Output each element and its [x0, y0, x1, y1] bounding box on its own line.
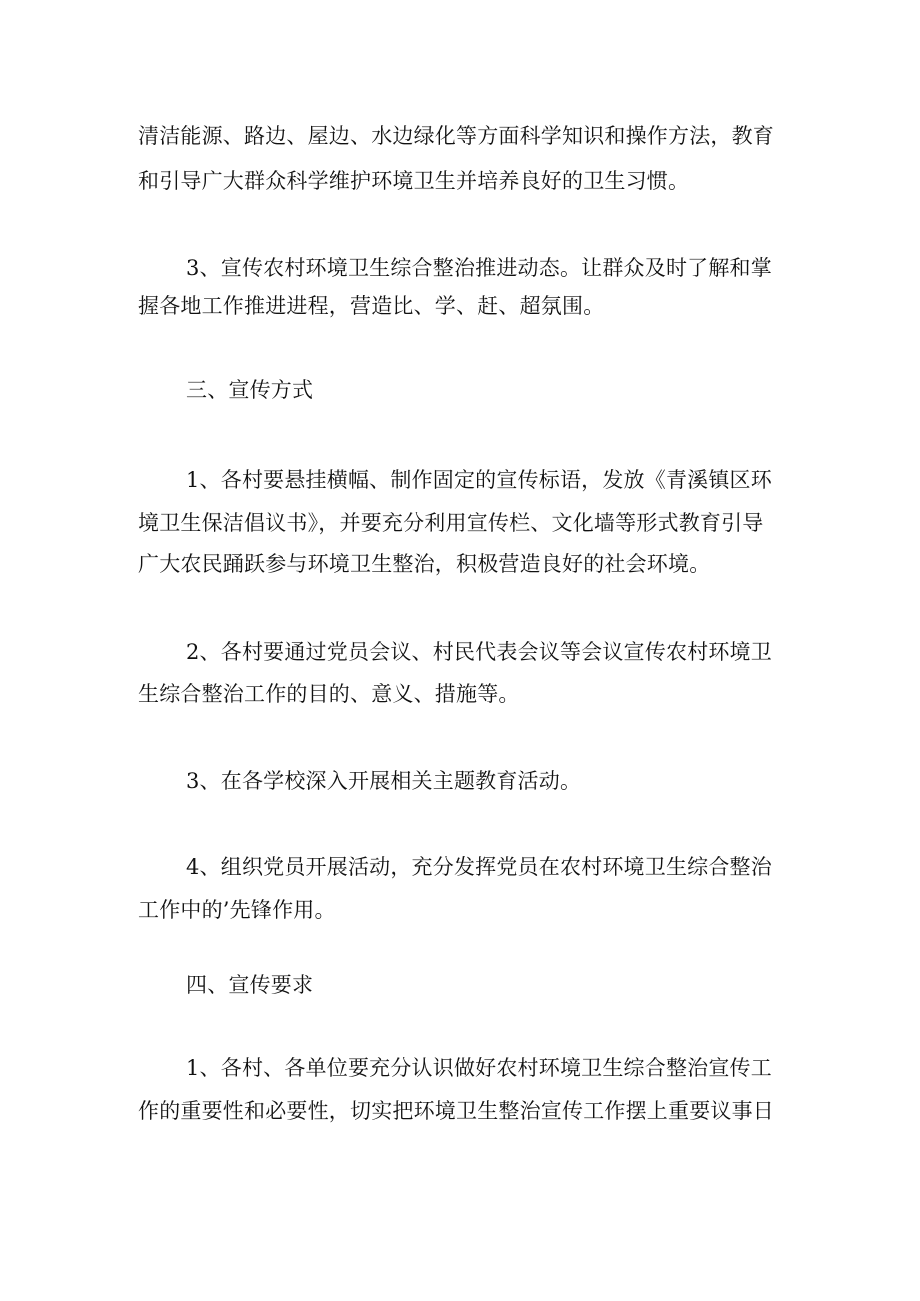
paragraph-line: 4、组织党员开展活动，充分发挥党员在农村环境卫生综合整治: [186, 855, 772, 879]
paragraph-line: 1、各村要悬挂横幅、制作固定的宣传标语，发放《青溪镇区环: [186, 468, 772, 492]
paragraph-line: 境卫生保洁倡议书》，并要充分利用宣传栏、文化墙等形式教育引导: [138, 511, 764, 535]
paragraph-line: 工作中的’先锋作用。: [138, 898, 336, 922]
paragraph-line: 3、宣传农村环境卫生综合整治推进动态。让群众及时了解和掌: [186, 256, 772, 280]
paragraph-line: 生综合整治工作的目的、意义、措施等。: [138, 682, 520, 706]
paragraph-line: 3、在各学校深入开展相关主题教育活动。: [186, 769, 582, 793]
paragraph-line: 1、各村、各单位要充分认识做好农村环境卫生综合整治宣传工: [186, 1056, 772, 1080]
paragraph-line: 作的重要性和必要性，切实把环境卫生整治宣传工作摆上重要议事日: [138, 1099, 774, 1123]
paragraph-line: 清洁能源、路边、屋边、水边绿化等方面科学知识和操作方法，教育: [138, 124, 774, 148]
section-heading: 四、宣传要求: [186, 973, 314, 997]
paragraph-line: 和引导广大群众科学维护环境卫生并培养良好的卫生习惯。: [138, 169, 690, 193]
paragraph-line: 广大农民踊跃参与环境卫生整治，积极营造良好的社会环境。: [138, 552, 711, 576]
paragraph-line: 2、各村要通过党员会议、村民代表会议等会议宣传农村环境卫: [186, 640, 772, 664]
paragraph-line: 握各地工作推进进程，营造比、学、赶、超氛围。: [138, 294, 605, 318]
section-heading: 三、宣传方式: [186, 378, 314, 402]
